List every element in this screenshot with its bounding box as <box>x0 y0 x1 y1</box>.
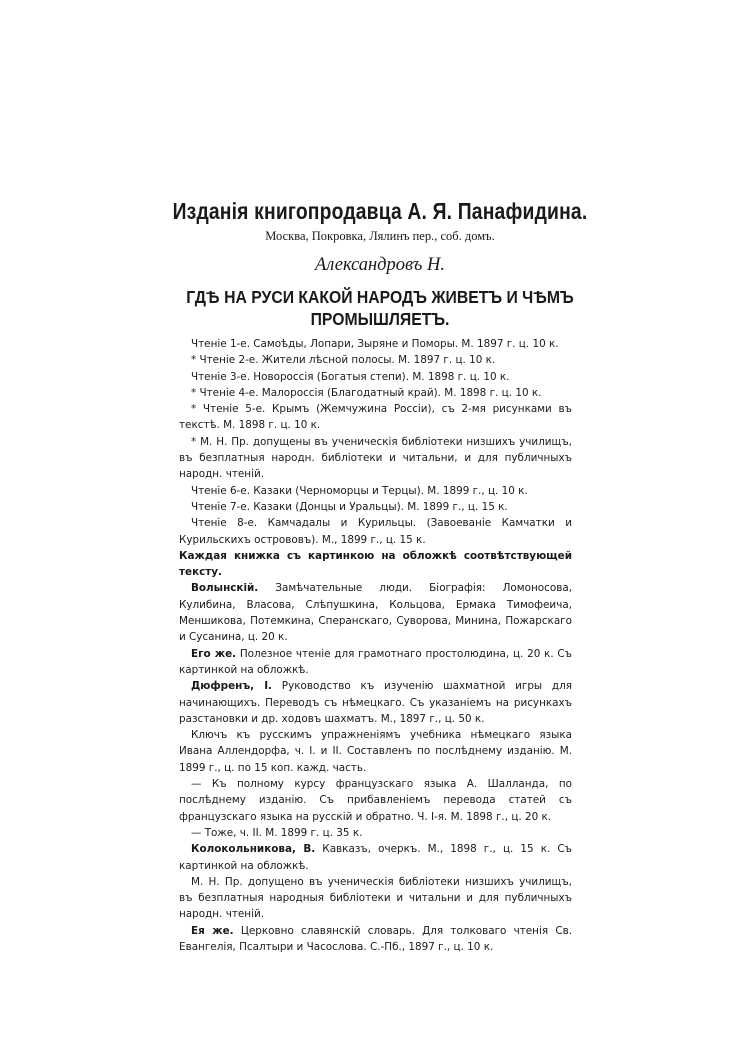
book-title-line: ПРОМЫШЛЯЕТЪ. <box>310 309 450 329</box>
catalog-entry: * Чтеніе 5-е. Крымъ (Жемчужина Россіи), съ 2-мя рисунками въ текстѣ. М. 1898 г. ц. 10 к. <box>179 403 572 432</box>
catalog-entry: — Къ полному курсу французскаго языка А. Шалланда, по послѣднему изданію. Съ прибавленіемъ перевода статей съ французскаго языка на русскій и обратно. Ч. I-я. М. 1898 г., ц. 20 к. <box>179 778 572 823</box>
book-author: Александровъ Н. <box>314 255 445 275</box>
publisher-heading: Изданія книгопродавца А. Я. Панафидина. <box>172 198 588 224</box>
book-title-line: ГДѢ НА РУСИ КАКОЙ НАРОДЪ ЖИВЕТЪ И ЧѢМЪ <box>186 287 574 307</box>
catalog-entry: Чтеніе 6-е. Казаки (Черноморцы и Терцы). М. 1899 г., ц. 10 к. <box>191 484 528 497</box>
catalog-entry: Волынскій. Замѣчательные люди. Біографія: Ломоносова, Кулибина, Власова, Слѣпушкина, Кольцова, Ермака Тимофеича, Меншикова, Потемкина, Сперанскаго, Суворова, Минина, Пожарскаго и Сусанина, ц. 20 к. <box>179 582 572 644</box>
catalog-entries <box>179 336 572 955</box>
catalog-entry: Чтеніе 7-е. Казаки (Донцы и Уральцы). М. 1899 г., ц. 15 к. <box>191 500 508 513</box>
catalog-entry: * Чтеніе 2-е. Жители лѣсной полосы. М. 1897 г. ц. 10 к. <box>191 354 496 367</box>
catalog-entry: Колокольникова, В. Кавказъ, очеркъ. М., 1898 г., ц. 15 к. Съ картинкой на обложкѣ. <box>179 843 572 872</box>
catalog-entry: * Чтеніе 4-е. Малороссія (Благодатный край). М. 1898 г. ц. 10 к. <box>191 386 542 399</box>
catalog-entry: * М. Н. Пр. допущены въ ученическія библіотеки низшихъ училищъ, въ безплатныя народн. библіотеки и читальни, и для публичныхъ народн. чтеній. <box>179 435 572 481</box>
catalog-entry: — Тоже, ч. II. М. 1899 г. ц. 35 к. <box>191 826 363 839</box>
catalog-entry: Его же. Полезное чтеніе для грамотнаго простолюдина, ц. 20 к. Съ картинкой на обложкѣ. <box>179 647 572 676</box>
catalog-entry: Дюфренъ, І. Руководство къ изученію шахматной игры для начинающихъ. Переводъ съ нѣмецкаго. Съ указаніемъ на рисункахъ разстановки и др. ходовъ шахматъ. М., 1897 г., ц. 50 к. <box>179 680 573 725</box>
catalog-entry: М. Н. Пр. допущено въ ученическія библіотеки низшихъ училищъ, въ безплатныя народныя библіотеки и читальни и для публичныхъ народн. чтеній. <box>179 875 572 921</box>
catalog-entry: Чтеніе 8-е. Камчадалы и Курильцы. (Завоеваніе Камчатки и Курильскихъ острововъ). М., 1899 г., ц. 15 к. <box>179 517 572 546</box>
catalog-note: Каждая книжка съ картинкою на обложкѣ соотвѣтствующей тексту. <box>179 549 572 579</box>
catalog-entry: Ключъ къ русскимъ упражненіямъ учебника нѣмецкаго языка Ивана Аллендорфа, ч. I. и II. Составленъ по послѣднему изданію. М. 1899 г., ц. по 15 коп. кажд. часть. <box>179 729 572 774</box>
publisher-address: Москва, Покровка, Лялинъ пер., соб. домъ. <box>265 229 495 243</box>
book-title <box>155 286 605 330</box>
catalog-entry: Чтеніе 3-е. Новороссія (Богатыя степи). М. 1898 г. ц. 10 к. <box>191 370 510 383</box>
catalog-entry: Чтеніе 1-е. Самоѣды, Лопари, Зыряне и Поморы. М. 1897 г. ц. 10 к. <box>191 338 559 350</box>
catalog-entry: Ея же. Церковно славянскій словарь. Для толковаго чтенія Св. Евангелія, Псалтыри и Часослова. С.-Пб., 1897 г., ц. 10 к. <box>179 924 572 953</box>
